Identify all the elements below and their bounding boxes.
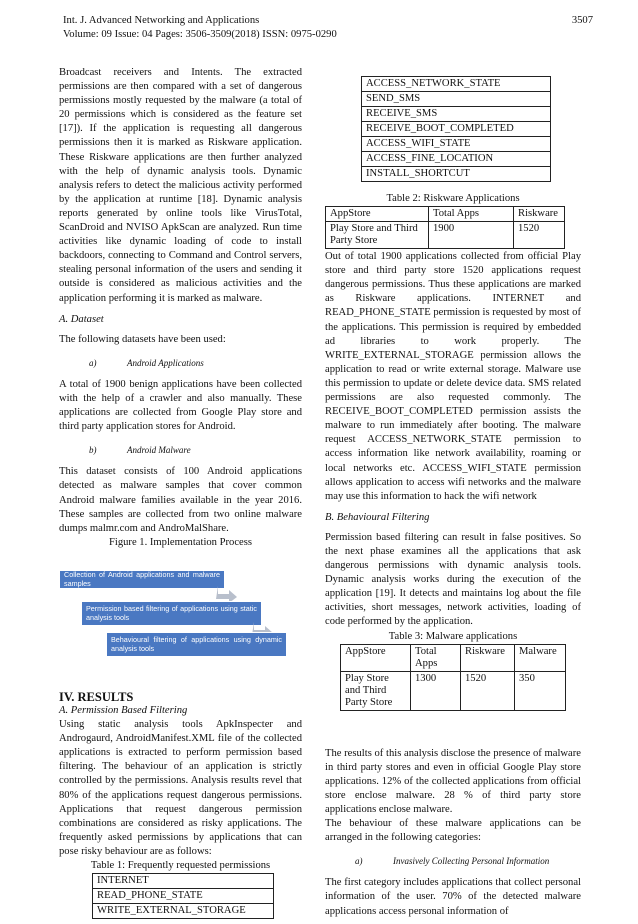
page-number: 3507: [571, 15, 593, 26]
table-header-row: [341, 644, 566, 671]
enum-label: a): [355, 856, 363, 867]
subsection-heading-behavioural: B. Behavioural Filtering: [325, 511, 430, 523]
table-cell: 1300: [411, 671, 461, 710]
table-cell: ACCESS_FINE_LOCATION: [362, 152, 551, 167]
subsubsection-heading-android-malware: [59, 443, 302, 457]
table-row: [362, 167, 551, 182]
table-row: [93, 889, 274, 904]
process-step: Behavioural filtering of applications using dynamic analysis tools: [106, 632, 287, 657]
table-cell: INTERNET: [93, 874, 274, 889]
table-cell: SEND_SMS: [362, 92, 551, 107]
subsection-heading-permission: A. Permission Based Filtering: [59, 705, 188, 716]
table2-caption: Table 2: Riskware Applications: [386, 193, 520, 204]
table3-caption: Table 3: Malware applications: [388, 630, 518, 642]
table-cell: 1520: [461, 671, 515, 710]
paragraph: The following datasets have been used:: [59, 333, 226, 345]
enum-label: a): [89, 357, 97, 368]
table-header-cell: Riskware: [461, 644, 515, 671]
paragraph: The first category includes applications that collect personal information of the user. 70% of the detected malware applications access personal information of: [325, 877, 581, 917]
heading-text: Android Malware: [127, 445, 191, 456]
table-row: [362, 137, 551, 152]
table-cell: Play Store and Third Party Store: [341, 671, 411, 710]
table-header-cell: Riskware: [514, 207, 565, 222]
table-cell: ACCESS_WIFI_STATE: [362, 137, 551, 152]
paragraph: The behaviour of these malware applications can be arranged in the following categories:: [325, 818, 581, 844]
table1-permissions: [92, 873, 274, 919]
heading-text: Android Applications: [127, 357, 204, 368]
paragraph: A total of 1900 benign applications have been collected with the help of a crawler and also manually. These applications are collected from Google Play store and third party application stores for Android.: [59, 378, 302, 433]
table-cell: WRITE_EXTERNAL_STORAGE: [93, 904, 274, 919]
table-cell: INSTALL_SHORTCUT: [362, 167, 551, 182]
paragraph: The results of this analysis disclose the presence of malware in third party stores and even in official Google Play store applications. 12% of the collected applications from official store enclose malware. 28 % of third party store applications enclose malware.: [325, 747, 581, 815]
table-row: [341, 671, 566, 710]
table-cell: READ_PHONE_STATE: [93, 889, 274, 904]
table1-caption: Table 1: Frequently requested permissions: [90, 860, 271, 872]
paragraph: This dataset consists of 100 Android applications detected as malware samples that cover common Android malware families available in the year 2016. These samples are collected from two online malware dumps malmr.com and AndroMalShare.: [59, 466, 302, 534]
table1-continued: [361, 76, 551, 182]
table3-malware: [340, 644, 566, 711]
table-header-cell: AppStore: [326, 207, 429, 222]
table2-riskware: [325, 206, 565, 249]
table-header-cell: Total Apps: [429, 207, 514, 222]
table-cell: RECEIVE_SMS: [362, 107, 551, 122]
journal-volume: Volume: 09 Issue: 04 Pages: 3506-3509(2018) ISSN: 0975-0290: [63, 29, 337, 40]
enum-label: b): [89, 445, 97, 456]
table-row: [362, 107, 551, 122]
process-step: Collection of Android applications and malware samples: [59, 570, 225, 589]
figure-caption: Figure 1. Implementation Process: [109, 536, 252, 548]
paragraph: Using static analysis tools ApkInspecter and Androgaurd, AndroidManifest.XML file of the collected applications is extracted to perform permission based filtering. The behaviour of an application is strictly controlled by the permissions. Analysis results revel that 80% of the applications request dangerous permissions. Applications that request dangerous permission combinations are considered as risky applications. The frequently asked permissions by applications that can pose risky behaviour are as follows:: [59, 719, 302, 857]
section-heading-results: IV. RESULTS: [59, 689, 134, 704]
table-row: [362, 122, 551, 137]
table-cell: 1520: [514, 222, 565, 249]
paragraph: Out of total 1900 applications collected from official Play store and third party store 1520 applications request dangerous permissions. Thus these applications are marked as Riskware applications. INTERNET and READ_PHONE_STATE permission is requested by most of the applications. This permission is required by embedded ad libraries to work properly. The WRITE_EXTERNAL_STORAGE permission allows the application to read or write external storage. Malware use this permission to update or delete device data. SMS related permissions are also requested commonly. The RECEIVE_BOOT_COMPLETED permission assists the malware to run immediately after booting. The malware request ACCESS_NETWORK_STATE permission to access information like network availability, roaming or local networks etc. ACCESS_WIFI_STATE permission allows application to access wifi networks and the malware may use this information to hack the wifi network: [325, 251, 581, 502]
table-header-cell: AppStore: [341, 644, 411, 671]
table-row: [326, 222, 565, 249]
subsubsection-heading-invasive: [325, 854, 581, 868]
subsection-heading-dataset: A. Dataset: [59, 313, 104, 325]
table-cell: 1900: [429, 222, 514, 249]
table-row: [362, 77, 551, 92]
table-cell: RECEIVE_BOOT_COMPLETED: [362, 122, 551, 137]
table-row: [93, 904, 274, 919]
paragraph: Broadcast receivers and Intents. The extracted permissions are then compared with a set of dangerous permissions mostly requested by the malware (a total of 20 permissions which is considered as the feature set [17]). If the application is requesting all dangerous permissions then it is marked as Riskware application. These Riskware applications are then further analyzed with the help of dynamic analysis tools. Dynamic analysis refers to detect the malicious activity performed by the application at runtime [18]. Dynamic analysis reports generated by online tools like VirusTotal, ScanDroid and NVISO ApkScan are analyzed. Run time activities like dynamic loading of code to install backdoors, connecting to Command and Control servers, stealing personal information of the users and sending it outside is considered as malicious activities and the application performing it is marked as malware.: [59, 67, 302, 304]
heading-text: Invasively Collecting Personal Information: [393, 856, 550, 867]
process-step: Permission based filtering of applications using static analysis tools: [81, 601, 262, 626]
implementation-process-figure: [59, 570, 302, 680]
paragraph: Permission based filtering can result in false positives. So the next phase examines all the applications that ask dangerous permissions with dynamic analysis tools. Dynamic analysis works during the execution of the application [19]. It detects and maintains log about the file activities, short messages, network activities, loading of code performed by the application.: [325, 531, 581, 628]
table-row: [362, 152, 551, 167]
table-header-row: [326, 207, 565, 222]
running-header: [63, 14, 423, 42]
table-row: [93, 874, 274, 889]
table-header-cell: Malware: [515, 644, 566, 671]
left-column: [59, 66, 302, 919]
table-cell: ACCESS_NETWORK_STATE: [362, 77, 551, 92]
table-row: [362, 92, 551, 107]
table-cell: 350: [515, 671, 566, 710]
table-header-cell: Total Apps: [411, 644, 461, 671]
subsubsection-heading-android-apps: [59, 356, 302, 370]
right-column: [325, 76, 581, 924]
table-cell: Play Store and Third Party Store: [326, 222, 429, 249]
journal-title: Int. J. Advanced Networking and Applications: [63, 15, 260, 26]
